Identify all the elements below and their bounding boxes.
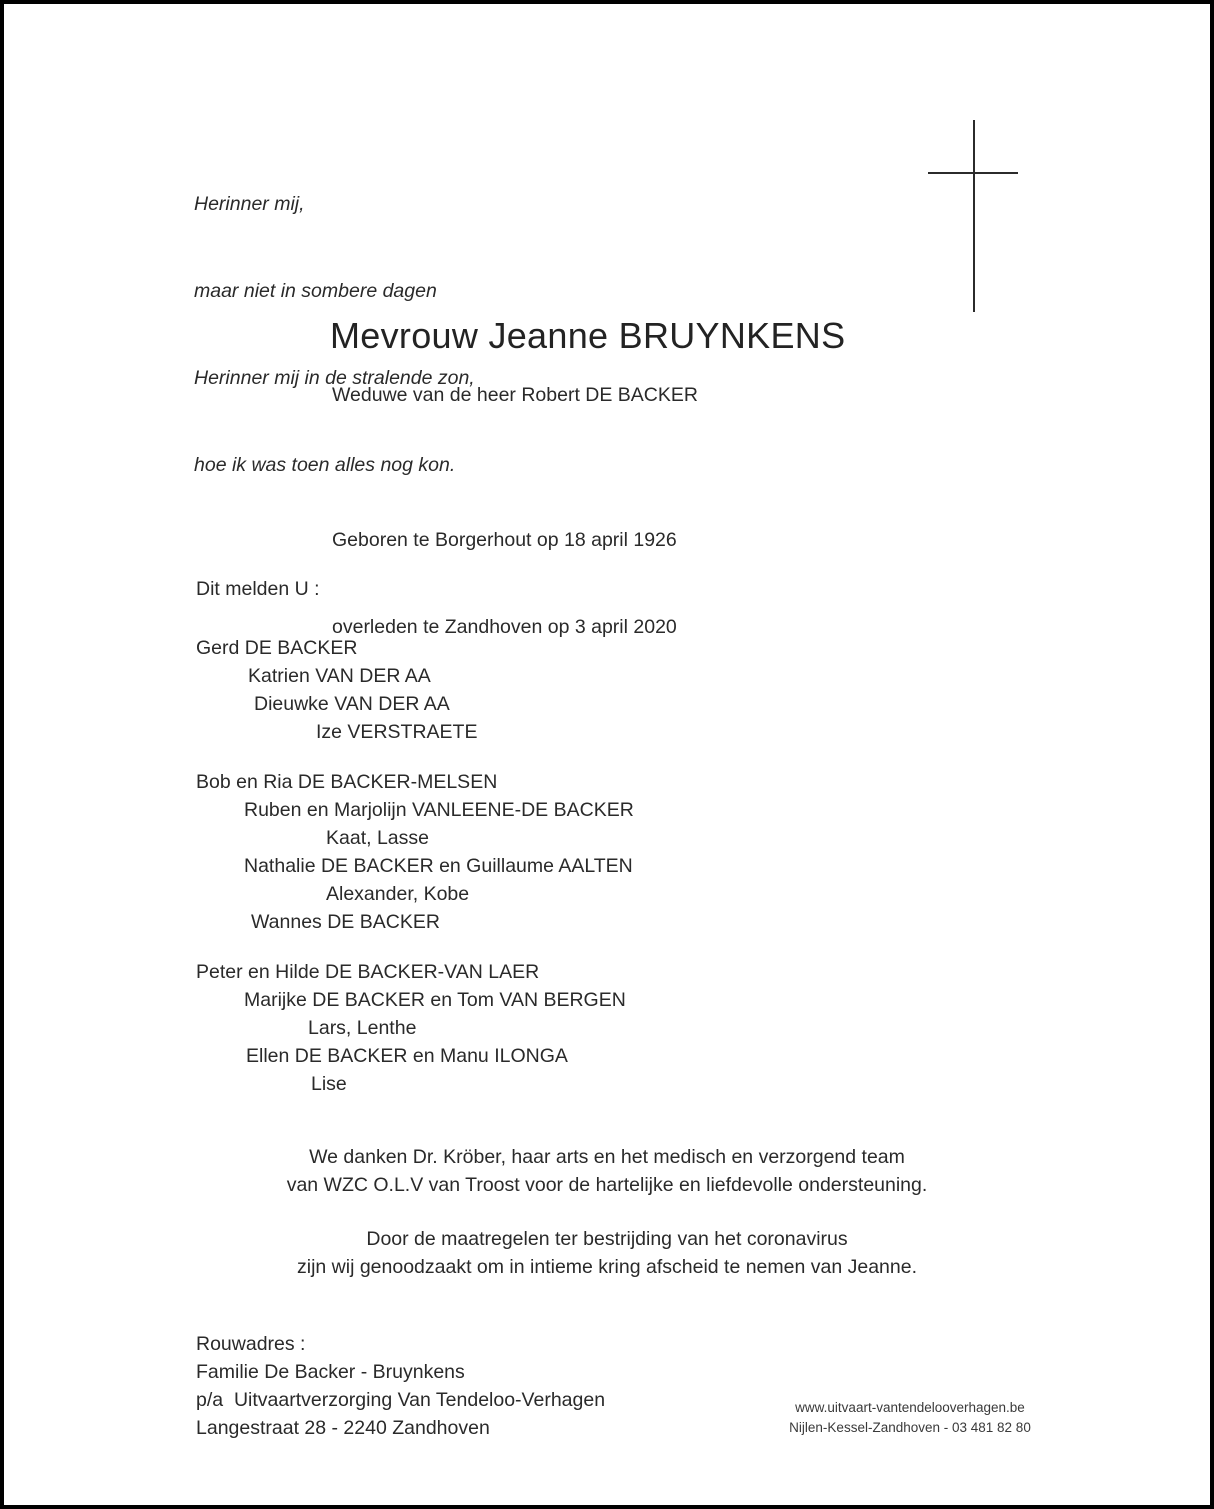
covid-line-2: zijn wij genoodzaakt om in intieme kring afscheid te nemen van Jeanne. [296, 1256, 918, 1278]
announcement-label: Dit melden U : [196, 578, 320, 600]
family-line: Ellen DE BACKER en Manu ILONGA [246, 1045, 568, 1067]
family-line: Dieuwke VAN DER AA [254, 693, 450, 715]
undertaker-website: www.uitvaart-vantendelooverhagen.be [795, 1400, 1025, 1415]
mourning-address-line-1: Familie De Backer - Bruynkens [196, 1361, 465, 1383]
thanks-line-2: van WZC O.L.V van Troost voor de hartelijke en liefdevolle ondersteuning. [286, 1174, 928, 1196]
family-line: Lise [311, 1073, 347, 1095]
family-line: Marijke DE BACKER en Tom VAN BERGEN [244, 989, 626, 1011]
covid-notice [0, 1225, 1214, 1281]
thanks-section [0, 1143, 1214, 1307]
cross-horizontal-bar [928, 172, 1018, 174]
family-line: Ize VERSTRAETE [316, 721, 478, 743]
birth-line: Geboren te Borgerhout op 18 april 1926 [332, 529, 677, 551]
mourning-address [196, 1330, 605, 1442]
family-line: Bob en Ria DE BACKER-MELSEN [196, 771, 498, 793]
family-group-1 [196, 634, 1096, 746]
family-line: Katrien VAN DER AA [248, 665, 431, 687]
family-line: Wannes DE BACKER [251, 911, 440, 933]
family-line: Alexander, Kobe [326, 883, 470, 905]
family-line: Peter en Hilde DE BACKER-VAN LAER [196, 961, 540, 983]
poem-line-4: hoe ik was toen alles nog kon. [194, 454, 456, 476]
undertaker-info [750, 1398, 1070, 1438]
death-line: overleden te Zandhoven op 3 april 2020 [332, 616, 677, 638]
family-line: Gerd DE BACKER [196, 637, 358, 659]
family-line: Kaat, Lasse [326, 827, 429, 849]
family-list [196, 634, 1096, 1120]
cross-icon [915, 120, 1025, 320]
poem-line-1: Herinner mij, [194, 193, 305, 215]
family-line: Lars, Lenthe [308, 1017, 417, 1039]
undertaker-contact: Nijlen-Kessel-Zandhoven - 03 481 82 80 [789, 1420, 1031, 1435]
family-line: Ruben en Marjolijn VANLEENE-DE BACKER [244, 799, 634, 821]
cross-vertical-bar [973, 120, 975, 312]
spouse-line: Weduwe van de heer Robert DE BACKER [332, 384, 698, 406]
thanks-medical-team [0, 1143, 1214, 1199]
family-line: Nathalie DE BACKER en Guillaume AALTEN [244, 855, 633, 877]
thanks-line-1: We danken Dr. Kröber, haar arts en het medisch en verzorgend team [309, 1146, 905, 1168]
poem-line-2: maar niet in sombere dagen [194, 280, 437, 302]
mourning-address-line-3: Langestraat 28 - 2240 Zandhoven [196, 1417, 490, 1439]
mourning-address-label: Rouwadres : [196, 1333, 306, 1355]
mourning-address-line-2: p/a Uitvaartverzorging Van Tendeloo-Verhagen [196, 1389, 606, 1411]
family-group-3 [196, 958, 1096, 1098]
deceased-name: Mevrouw Jeanne BRUYNKENS [330, 315, 846, 356]
family-group-2 [196, 768, 1096, 936]
covid-line-1: Door de maatregelen ter bestrijding van het coronavirus [366, 1228, 848, 1250]
poem-line-3: Herinner mij in de stralende zon, [194, 367, 475, 389]
